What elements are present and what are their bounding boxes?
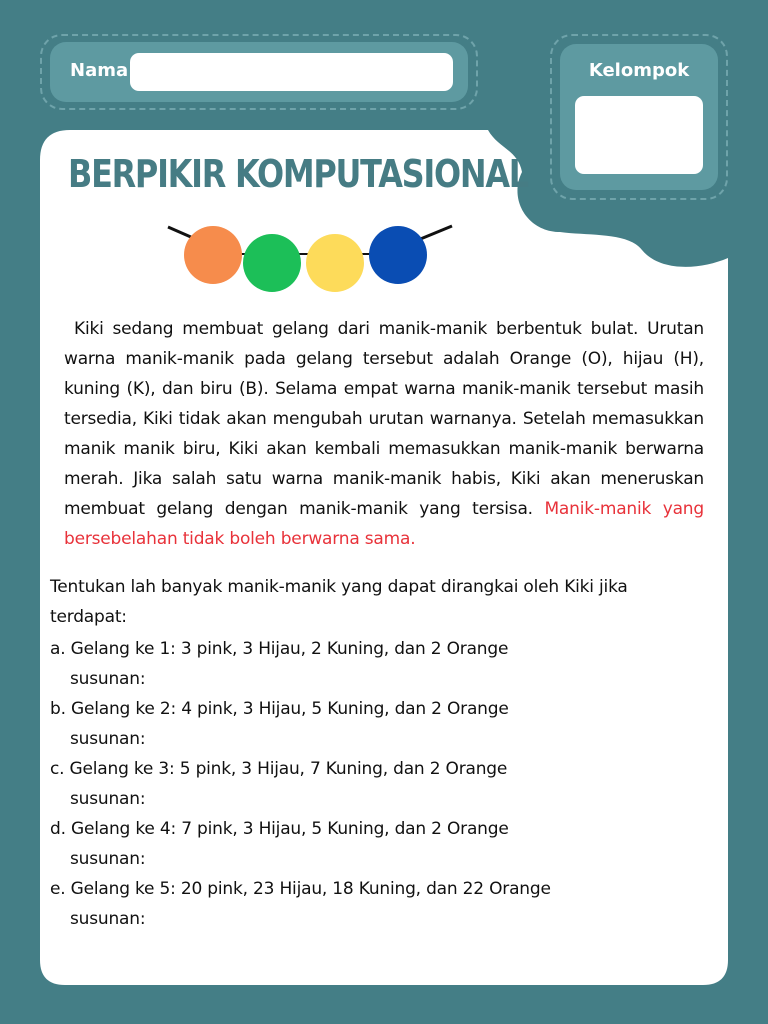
susunan-label: susunan: (70, 669, 146, 689)
list-item (50, 754, 690, 814)
question-text: Tentukan lah banyak manik-manik yang dapat dirangkai oleh Kiki jika terdapat: (50, 577, 628, 627)
string-right (418, 226, 452, 240)
list-item (50, 874, 690, 934)
list-item (50, 634, 690, 694)
question-list (50, 634, 690, 934)
rule-highlight: Manik-manik yang bersebelahan tidak boleh berwarna sama. (64, 499, 704, 549)
page-title: BERPIKIR KOMPUTASIONAL (68, 152, 528, 196)
item-text: e. Gelang ke 5: 20 pink, 23 Hijau, 18 Kuning, dan 22 Orange (50, 879, 551, 899)
bead-bracelet-illustration (160, 218, 460, 298)
susunan-label: susunan: (70, 909, 146, 929)
susunan-label: susunan: (70, 789, 146, 809)
bead-yellow (306, 234, 364, 292)
item-text: a. Gelang ke 1: 3 pink, 3 Hijau, 2 Kuning, dan 2 Orange (50, 639, 509, 659)
susunan-label: susunan: (70, 849, 146, 869)
item-text: d. Gelang ke 4: 7 pink, 3 Hijau, 5 Kuning, dan 2 Orange (50, 819, 509, 839)
item-text: b. Gelang ke 2: 4 pink, 3 Hijau, 5 Kuning, dan 2 Orange (50, 699, 509, 719)
bead-green (243, 234, 301, 292)
list-item (50, 814, 690, 874)
story-text: Kiki sedang membuat gelang dari manik-manik berbentuk bulat. Urutan warna manik-manik pada gelang tersebut adalah Orange (O), hijau (H), kuning (K), dan biru (B). Selama empat warna manik-manik tersebut masih tersedia, Kiki tidak akan mengubah urutan warnanya. Setelah memasukkan manik manik biru, Kiki akan kembali memasukkan manik-manik berwarna merah. Jika salah satu warna manik-manik habis, Kiki akan meneruskan membuat gelang dengan manik-manik yang tersisa. (64, 319, 704, 519)
group-label: Kelompok (588, 60, 690, 81)
story-paragraph (64, 314, 704, 554)
name-label: Nama (70, 60, 129, 81)
item-text: c. Gelang ke 3: 5 pink, 3 Hijau, 7 Kuning, dan 2 Orange (50, 759, 508, 779)
bead-blue (369, 226, 427, 284)
list-item (50, 694, 690, 754)
bead-orange (184, 226, 242, 284)
susunan-label: susunan: (70, 729, 146, 749)
